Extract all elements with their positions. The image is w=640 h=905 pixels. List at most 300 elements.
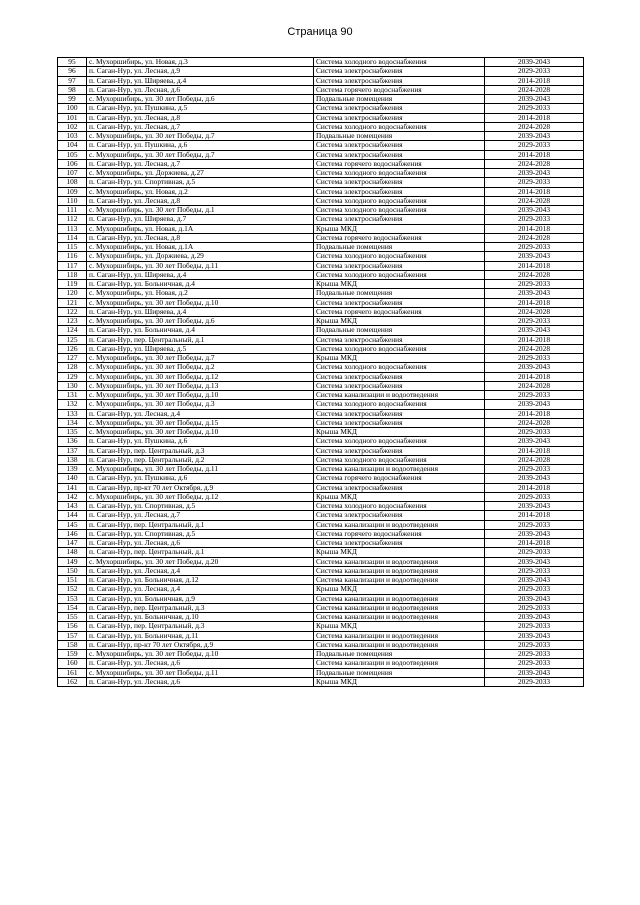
table-row — [58, 76, 584, 85]
row-number-cell: 110 — [58, 196, 87, 205]
period-cell: 2039-2043 — [485, 557, 584, 566]
address-cell: п. Саган-Нур, ул. Лесная, д.7 — [87, 122, 314, 131]
address-cell: п. Саган-Нур, ул. Больничная, д.10 — [87, 613, 314, 622]
row-number-cell: 104 — [58, 141, 87, 150]
system-cell: Система электроснабжения — [314, 141, 485, 150]
system-cell: Подвальные помещения — [314, 132, 485, 141]
address-cell: п. Саган-Нур, ул. Лесная, д.7 — [87, 511, 314, 520]
table-row — [58, 622, 584, 631]
period-cell: 2014-2018 — [485, 261, 584, 270]
system-cell: Система холодного водоснабжения — [314, 502, 485, 511]
row-number-cell: 129 — [58, 372, 87, 381]
row-number-cell: 148 — [58, 548, 87, 557]
row-number-cell: 107 — [58, 169, 87, 178]
period-cell: 2039-2043 — [485, 58, 584, 67]
address-cell: с. Мухоршибирь, ул. 30 лет Победы, д.12 — [87, 372, 314, 381]
period-cell: 2039-2043 — [485, 529, 584, 538]
system-cell: Крыша МКД — [314, 548, 485, 557]
period-cell: 2024-2028 — [485, 159, 584, 168]
row-number-cell: 142 — [58, 492, 87, 501]
address-cell: п. Саган-Нур, ул. Больничная, д.12 — [87, 576, 314, 585]
address-cell: п. Саган-Нур, пер. Центральный, д.2 — [87, 455, 314, 464]
table-row — [58, 335, 584, 344]
period-cell: 2029-2033 — [485, 520, 584, 529]
system-cell: Крыша МКД — [314, 354, 485, 363]
row-number-cell: 152 — [58, 585, 87, 594]
address-cell: с. Мухоршибирь, ул. Новая, д.2 — [87, 289, 314, 298]
address-cell: с. Мухоршибирь, ул. 30 лет Победы, д.10 — [87, 428, 314, 437]
address-cell: п. Саган-Нур, ул. Лесная, д.6 — [87, 659, 314, 668]
row-number-cell: 128 — [58, 363, 87, 372]
period-cell: 2039-2043 — [485, 613, 584, 622]
system-cell: Система электроснабжения — [314, 381, 485, 390]
system-cell: Крыша МКД — [314, 280, 485, 289]
table-row — [58, 196, 584, 205]
table-row — [58, 317, 584, 326]
table-row — [58, 58, 584, 67]
system-cell: Система электроснабжения — [314, 298, 485, 307]
period-cell: 2039-2043 — [485, 594, 584, 603]
table-row — [58, 178, 584, 187]
period-cell: 2029-2033 — [485, 650, 584, 659]
table-row — [58, 483, 584, 492]
system-cell: Система электроснабжения — [314, 76, 485, 85]
system-cell: Система горячего водоснабжения — [314, 307, 485, 316]
row-number-cell: 102 — [58, 122, 87, 131]
table-row — [58, 400, 584, 409]
table-row — [58, 289, 584, 298]
table-row — [58, 566, 584, 575]
system-cell: Подвальные помещения — [314, 668, 485, 677]
period-cell: 2029-2033 — [485, 548, 584, 557]
repair-schedule-table — [57, 57, 584, 687]
table-row — [58, 492, 584, 501]
period-cell: 2014-2018 — [485, 511, 584, 520]
system-cell: Система канализации и водоотведения — [314, 613, 485, 622]
system-cell: Система электроснабжения — [314, 483, 485, 492]
table-row — [58, 603, 584, 612]
system-cell: Подвальные помещения — [314, 289, 485, 298]
address-cell: с. Мухоршибирь, ул. 30 лет Победы, д.15 — [87, 418, 314, 427]
table-row — [58, 206, 584, 215]
period-cell: 2014-2018 — [485, 372, 584, 381]
row-number-cell: 156 — [58, 622, 87, 631]
period-cell: 2014-2018 — [485, 335, 584, 344]
system-cell: Система холодного водоснабжения — [314, 196, 485, 205]
address-cell: с. Мухоршибирь, ул. 30 лет Победы, д.11 — [87, 465, 314, 474]
row-number-cell: 149 — [58, 557, 87, 566]
table-row — [58, 548, 584, 557]
address-cell: п. Саган-Нур, пер. Центральный, д.1 — [87, 520, 314, 529]
system-cell: Подвальные помещения — [314, 326, 485, 335]
row-number-cell: 109 — [58, 187, 87, 196]
row-number-cell: 131 — [58, 391, 87, 400]
row-number-cell: 162 — [58, 677, 87, 686]
address-cell: п. Саган-Нур, ул. Лесная, д.8 — [87, 113, 314, 122]
period-cell: 2029-2033 — [485, 603, 584, 612]
row-number-cell: 122 — [58, 307, 87, 316]
system-cell: Система канализации и водоотведения — [314, 576, 485, 585]
address-cell: с. Мухоршибирь, ул. Новая, д.1А — [87, 243, 314, 252]
table-row — [58, 187, 584, 196]
table-row — [58, 141, 584, 150]
system-cell: Система горячего водоснабжения — [314, 85, 485, 94]
period-cell: 2029-2033 — [485, 215, 584, 224]
table-row — [58, 631, 584, 640]
row-number-cell: 101 — [58, 113, 87, 122]
period-cell: 2029-2033 — [485, 141, 584, 150]
table-row — [58, 372, 584, 381]
row-number-cell: 130 — [58, 381, 87, 390]
row-number-cell: 153 — [58, 594, 87, 603]
row-number-cell: 133 — [58, 409, 87, 418]
system-cell: Крыша МКД — [314, 317, 485, 326]
period-cell: 2039-2043 — [485, 206, 584, 215]
table-row — [58, 104, 584, 113]
system-cell: Подвальные помещения — [314, 243, 485, 252]
period-cell: 2039-2043 — [485, 289, 584, 298]
address-cell: п. Саган-Нур, пр-кт 70 лет Октября, д.9 — [87, 483, 314, 492]
system-cell: Система холодного водоснабжения — [314, 455, 485, 464]
period-cell: 2014-2018 — [485, 446, 584, 455]
table-row — [58, 585, 584, 594]
address-cell: п. Саган-Нур, ул. Пушкина, д.6 — [87, 141, 314, 150]
table-row — [58, 233, 584, 242]
address-cell: с. Мухоршибирь, ул. 30 лет Победы, д.1 — [87, 206, 314, 215]
row-number-cell: 135 — [58, 428, 87, 437]
row-number-cell: 121 — [58, 298, 87, 307]
table-body — [58, 58, 584, 687]
system-cell: Система электроснабжения — [314, 539, 485, 548]
address-cell: с. Мухоршибирь, ул. 30 лет Победы, д.3 — [87, 400, 314, 409]
period-cell: 2029-2033 — [485, 317, 584, 326]
period-cell: 2024-2028 — [485, 270, 584, 279]
table-row — [58, 511, 584, 520]
period-cell: 2029-2033 — [485, 67, 584, 76]
system-cell: Система холодного водоснабжения — [314, 437, 485, 446]
row-number-cell: 116 — [58, 252, 87, 261]
period-cell: 2014-2018 — [485, 539, 584, 548]
address-cell: п. Саган-Нур, ул. Лесная, д.4 — [87, 585, 314, 594]
table-row — [58, 280, 584, 289]
system-cell: Крыша МКД — [314, 622, 485, 631]
address-cell: п. Саган-Нур, ул. Лесная, д.8 — [87, 196, 314, 205]
row-number-cell: 97 — [58, 76, 87, 85]
system-cell: Система канализации и водоотведения — [314, 631, 485, 640]
table-row — [58, 474, 584, 483]
period-cell: 2014-2018 — [485, 409, 584, 418]
address-cell: п. Саган-Нур, пр-кт 70 лет Октября, д.9 — [87, 640, 314, 649]
address-cell: с. Мухоршибирь, ул. 30 лет Победы, д.6 — [87, 95, 314, 104]
row-number-cell: 112 — [58, 215, 87, 224]
row-number-cell: 141 — [58, 483, 87, 492]
address-cell: п. Саган-Нур, ул. Пушкина, д.6 — [87, 437, 314, 446]
address-cell: п. Саган-Нур, ул. Спортивная, д.5 — [87, 529, 314, 538]
address-cell: п. Саган-Нур, ул. Ширяева, д.4 — [87, 76, 314, 85]
row-number-cell: 144 — [58, 511, 87, 520]
table-row — [58, 418, 584, 427]
system-cell: Система холодного водоснабжения — [314, 270, 485, 279]
row-number-cell: 106 — [58, 159, 87, 168]
system-cell: Система канализации и водоотведения — [314, 603, 485, 612]
row-number-cell: 111 — [58, 206, 87, 215]
row-number-cell: 108 — [58, 178, 87, 187]
system-cell: Система горячего водоснабжения — [314, 474, 485, 483]
row-number-cell: 105 — [58, 150, 87, 159]
period-cell: 2029-2033 — [485, 465, 584, 474]
address-cell: п. Саган-Нур, ул. Пушкина, д.5 — [87, 104, 314, 113]
period-cell: 2039-2043 — [485, 474, 584, 483]
period-cell: 2014-2018 — [485, 298, 584, 307]
table-row — [58, 594, 584, 603]
period-cell: 2029-2033 — [485, 659, 584, 668]
system-cell: Система электроснабжения — [314, 409, 485, 418]
system-cell: Система холодного водоснабжения — [314, 363, 485, 372]
period-cell: 2014-2018 — [485, 150, 584, 159]
table-row — [58, 67, 584, 76]
system-cell: Подвальные помещения — [314, 650, 485, 659]
system-cell: Крыша МКД — [314, 677, 485, 686]
system-cell: Система горячего водоснабжения — [314, 529, 485, 538]
table-row — [58, 169, 584, 178]
table-row — [58, 381, 584, 390]
row-number-cell: 127 — [58, 354, 87, 363]
table-row — [58, 150, 584, 159]
table-row — [58, 502, 584, 511]
system-cell: Система холодного водоснабжения — [314, 400, 485, 409]
row-number-cell: 145 — [58, 520, 87, 529]
period-cell: 2029-2033 — [485, 566, 584, 575]
period-cell: 2024-2028 — [485, 344, 584, 353]
address-cell: п. Саган-Нур, ул. Лесная, д.6 — [87, 85, 314, 94]
system-cell: Система холодного водоснабжения — [314, 58, 485, 67]
table-row — [58, 409, 584, 418]
address-cell: с. Мухоршибирь, ул. 30 лет Победы, д.7 — [87, 354, 314, 363]
system-cell: Крыша МКД — [314, 224, 485, 233]
period-cell: 2029-2033 — [485, 677, 584, 686]
period-cell: 2029-2033 — [485, 640, 584, 649]
period-cell: 2029-2033 — [485, 354, 584, 363]
address-cell: п. Саган-Нур, ул. Лесная, д.4 — [87, 566, 314, 575]
row-number-cell: 96 — [58, 67, 87, 76]
table-row — [58, 391, 584, 400]
period-cell: 2014-2018 — [485, 187, 584, 196]
period-cell: 2039-2043 — [485, 502, 584, 511]
table-row — [58, 677, 584, 686]
period-cell: 2029-2033 — [485, 492, 584, 501]
table-row — [58, 85, 584, 94]
row-number-cell: 95 — [58, 58, 87, 67]
row-number-cell: 119 — [58, 280, 87, 289]
address-cell: п. Саган-Нур, ул. Лесная, д.8 — [87, 233, 314, 242]
period-cell: 2039-2043 — [485, 437, 584, 446]
row-number-cell: 114 — [58, 233, 87, 242]
system-cell: Крыша МКД — [314, 428, 485, 437]
address-cell: п. Саган-Нур, ул. Ширяева, д.7 — [87, 215, 314, 224]
period-cell: 2039-2043 — [485, 132, 584, 141]
row-number-cell: 139 — [58, 465, 87, 474]
address-cell: п. Саган-Нур, ул. Лесная, д.7 — [87, 159, 314, 168]
period-cell: 2024-2028 — [485, 196, 584, 205]
row-number-cell: 103 — [58, 132, 87, 141]
table-row — [58, 95, 584, 104]
table-row — [58, 529, 584, 538]
row-number-cell: 126 — [58, 344, 87, 353]
table-row — [58, 363, 584, 372]
address-cell: п. Саган-Нур, ул. Больничная, д.9 — [87, 594, 314, 603]
system-cell: Система электроснабжения — [314, 215, 485, 224]
system-cell: Система электроснабжения — [314, 178, 485, 187]
system-cell: Система электроснабжения — [314, 104, 485, 113]
address-cell: п. Саган-Нур, ул. Больничная, д.4 — [87, 280, 314, 289]
address-cell: с. Мухоршибирь, ул. Доржиева, д.27 — [87, 169, 314, 178]
table-row — [58, 437, 584, 446]
period-cell: 2039-2043 — [485, 668, 584, 677]
period-cell: 2039-2043 — [485, 631, 584, 640]
row-number-cell: 136 — [58, 437, 87, 446]
table-row — [58, 668, 584, 677]
system-cell: Система электроснабжения — [314, 261, 485, 270]
row-number-cell: 140 — [58, 474, 87, 483]
address-cell: с. Мухоршибирь, ул. Новая, д.1А — [87, 224, 314, 233]
table-row — [58, 132, 584, 141]
system-cell: Система электроснабжения — [314, 446, 485, 455]
address-cell: п. Саган-Нур, ул. Больничная, д.11 — [87, 631, 314, 640]
period-cell: 2029-2033 — [485, 622, 584, 631]
address-cell: с. Мухоршибирь, ул. 30 лет Победы, д.6 — [87, 317, 314, 326]
table-row — [58, 298, 584, 307]
period-cell: 2024-2028 — [485, 381, 584, 390]
address-cell: с. Мухоршибирь, ул. 30 лет Победы, д.2 — [87, 363, 314, 372]
system-cell: Крыша МКД — [314, 585, 485, 594]
address-cell: с. Мухоршибирь, ул. 30 лет Победы, д.7 — [87, 150, 314, 159]
period-cell: 2024-2028 — [485, 233, 584, 242]
table-row — [58, 215, 584, 224]
system-cell: Система холодного водоснабжения — [314, 169, 485, 178]
address-cell: с. Мухоршибирь, ул. Новая, д.3 — [87, 58, 314, 67]
row-number-cell: 123 — [58, 317, 87, 326]
table-row — [58, 270, 584, 279]
row-number-cell: 99 — [58, 95, 87, 104]
system-cell: Система холодного водоснабжения — [314, 122, 485, 131]
system-cell: Система электроснабжения — [314, 372, 485, 381]
address-cell: п. Саган-Нур, ул. Ширяева, д.4 — [87, 270, 314, 279]
period-cell: 2039-2043 — [485, 326, 584, 335]
system-cell: Система холодного водоснабжения — [314, 252, 485, 261]
address-cell: п. Саган-Нур, ул. Лесная, д.6 — [87, 677, 314, 686]
table-row — [58, 354, 584, 363]
row-number-cell: 120 — [58, 289, 87, 298]
period-cell: 2029-2033 — [485, 104, 584, 113]
system-cell: Система канализации и водоотведения — [314, 520, 485, 529]
system-cell: Система электроснабжения — [314, 335, 485, 344]
row-number-cell: 118 — [58, 270, 87, 279]
table-row — [58, 539, 584, 548]
address-cell: с. Мухоршибирь, ул. 30 лет Победы, д.7 — [87, 132, 314, 141]
period-cell: 2029-2033 — [485, 280, 584, 289]
address-cell: п. Саган-Нур, ул. Ширяева, д.5 — [87, 344, 314, 353]
system-cell: Система холодного водоснабжения — [314, 344, 485, 353]
table-row — [58, 659, 584, 668]
table-row — [58, 650, 584, 659]
table-row — [58, 576, 584, 585]
period-cell: 2024-2028 — [485, 122, 584, 131]
table-row — [58, 455, 584, 464]
system-cell: Система электроснабжения — [314, 511, 485, 520]
address-cell: п. Саган-Нур, ул. Спортивная, д.5 — [87, 178, 314, 187]
system-cell: Крыша МКД — [314, 492, 485, 501]
table-row — [58, 113, 584, 122]
period-cell: 2014-2018 — [485, 113, 584, 122]
system-cell: Подвальные помещения — [314, 95, 485, 104]
row-number-cell: 155 — [58, 613, 87, 622]
system-cell: Система горячего водоснабжения — [314, 233, 485, 242]
period-cell: 2029-2033 — [485, 391, 584, 400]
address-cell: п. Саган-Нур, ул. Лесная, д.9 — [87, 67, 314, 76]
table-row — [58, 557, 584, 566]
system-cell: Система горячего водоснабжения — [314, 159, 485, 168]
system-cell: Система электроснабжения — [314, 113, 485, 122]
table-row — [58, 344, 584, 353]
system-cell: Система канализации и водоотведения — [314, 391, 485, 400]
table-row — [58, 465, 584, 474]
period-cell: 2039-2043 — [485, 576, 584, 585]
address-cell: п. Саган-Нур, пер. Центральный, д.1 — [87, 335, 314, 344]
row-number-cell: 146 — [58, 529, 87, 538]
system-cell: Система электроснабжения — [314, 150, 485, 159]
row-number-cell: 150 — [58, 566, 87, 575]
table-row — [58, 122, 584, 131]
row-number-cell: 160 — [58, 659, 87, 668]
table-row — [58, 326, 584, 335]
row-number-cell: 98 — [58, 85, 87, 94]
table-row — [58, 243, 584, 252]
address-cell: п. Саган-Нур, пер. Центральный, д.1 — [87, 548, 314, 557]
row-number-cell: 151 — [58, 576, 87, 585]
period-cell: 2014-2018 — [485, 224, 584, 233]
table-row — [58, 252, 584, 261]
system-cell: Система холодного водоснабжения — [314, 206, 485, 215]
period-cell: 2029-2033 — [485, 428, 584, 437]
period-cell: 2024-2028 — [485, 307, 584, 316]
row-number-cell: 154 — [58, 603, 87, 612]
address-cell: п. Саган-Нур, ул. Больничная, д.4 — [87, 326, 314, 335]
period-cell: 2039-2043 — [485, 95, 584, 104]
row-number-cell: 161 — [58, 668, 87, 677]
address-cell: с. Мухоршибирь, ул. 30 лет Победы, д.20 — [87, 557, 314, 566]
row-number-cell: 125 — [58, 335, 87, 344]
address-cell: с. Мухоршибирь, ул. 30 лет Победы, д.10 — [87, 391, 314, 400]
address-cell: п. Саган-Нур, ул. Пушкина, д.6 — [87, 474, 314, 483]
row-number-cell: 138 — [58, 455, 87, 464]
address-cell: с. Мухоршибирь, ул. 30 лет Победы, д.10 — [87, 298, 314, 307]
address-cell: с. Мухоршибирь, ул. Новая, д.2 — [87, 187, 314, 196]
period-cell: 2014-2018 — [485, 76, 584, 85]
page-title: Страница 90 — [287, 26, 353, 38]
table-row — [58, 428, 584, 437]
system-cell: Система канализации и водоотведения — [314, 557, 485, 566]
table-row — [58, 640, 584, 649]
address-cell: п. Саган-Нур, ул. Лесная, д.6 — [87, 539, 314, 548]
row-number-cell: 158 — [58, 640, 87, 649]
row-number-cell: 124 — [58, 326, 87, 335]
system-cell: Система канализации и водоотведения — [314, 594, 485, 603]
table-row — [58, 224, 584, 233]
address-cell: п. Саган-Нур, пер. Центральный, д.3 — [87, 446, 314, 455]
system-cell: Система электроснабжения — [314, 67, 485, 76]
address-cell: п. Саган-Нур, ул. Ширяева, д.4 — [87, 307, 314, 316]
period-cell: 2024-2028 — [485, 455, 584, 464]
